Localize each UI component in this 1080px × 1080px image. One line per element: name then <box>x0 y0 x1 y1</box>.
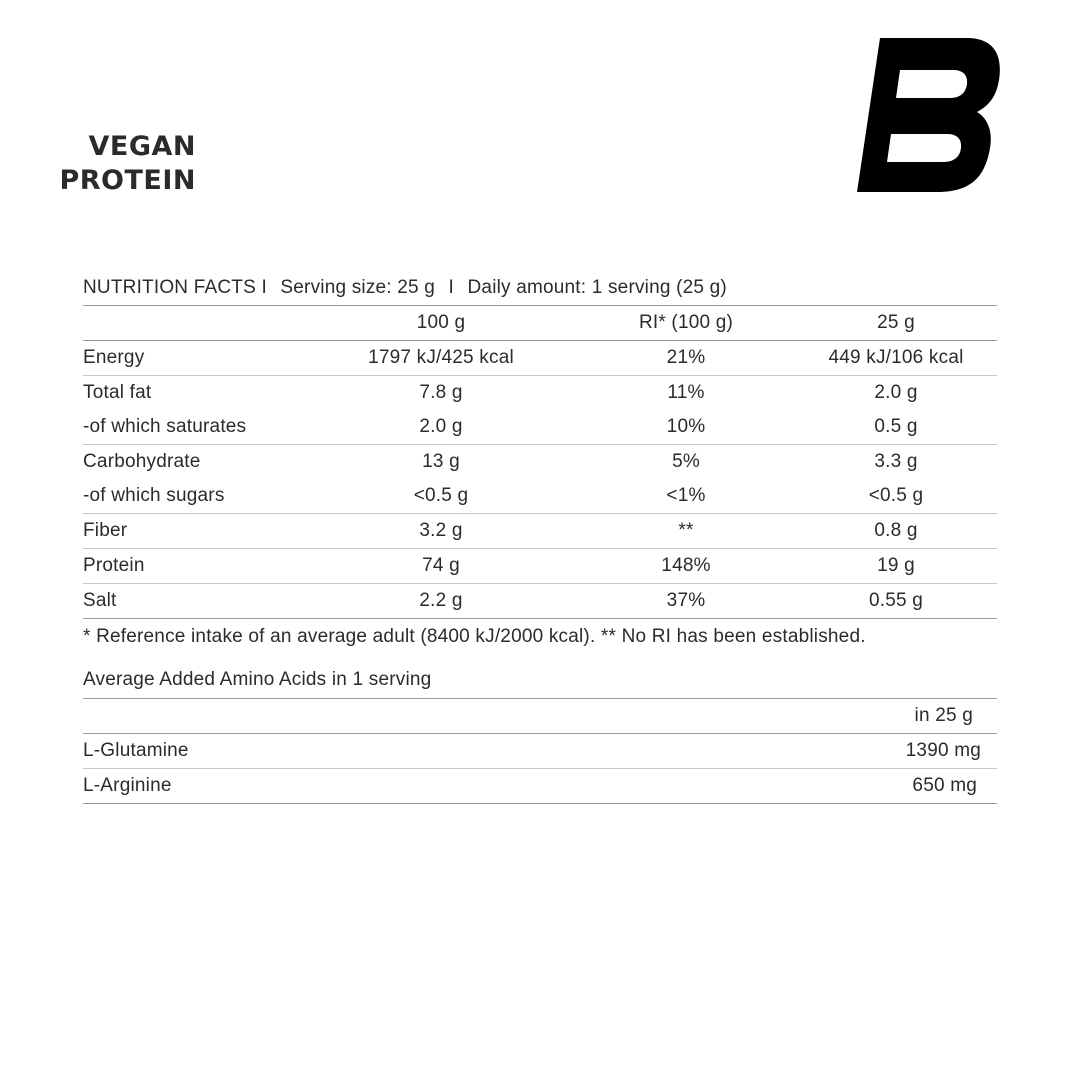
table-row <box>83 479 997 514</box>
row-per-serving: 19 g <box>877 555 915 576</box>
nutrition-facts <box>83 272 997 654</box>
row-per-serving: 0.5 g <box>874 416 918 437</box>
amino-amount: 1390 mg <box>905 740 981 761</box>
nutrition-label: NUTRITION FACTS <box>83 277 256 298</box>
header-divider: I <box>261 277 267 298</box>
row-label: Energy <box>83 347 145 368</box>
row-per100: 1797 kJ/425 kcal <box>368 347 514 368</box>
row-per100: 2.0 g <box>419 416 463 437</box>
row-per-serving: 3.3 g <box>874 451 918 472</box>
row-ri: 10% <box>666 416 706 437</box>
column-header-ri: RI* (100 g) <box>638 312 734 333</box>
row-per-serving: 0.55 g <box>868 590 924 611</box>
column-header-serving: 25 g <box>877 312 915 333</box>
product-title-line1: VEGAN <box>88 131 196 162</box>
amino-column-header: in 25 g <box>914 705 973 726</box>
row-per100: 2.2 g <box>419 590 463 611</box>
row-label: Fiber <box>83 520 128 541</box>
table-row <box>83 584 997 619</box>
row-label: -of which sugars <box>83 485 225 506</box>
row-per100: 7.8 g <box>419 382 463 403</box>
amino-name: L-Arginine <box>83 775 172 796</box>
row-label: Protein <box>83 555 145 576</box>
row-label: Carbohydrate <box>83 451 201 472</box>
nutrition-header <box>83 272 997 306</box>
header-divider-2: I <box>448 277 455 298</box>
amino-title: Average Added Amino Acids in 1 serving <box>83 664 997 699</box>
row-per100: <0.5 g <box>413 485 469 506</box>
row-label: Salt <box>83 590 117 611</box>
table-row <box>83 376 997 410</box>
row-label: -of which saturates <box>83 416 247 437</box>
amino-acids-table <box>83 664 997 804</box>
table-header-row <box>83 306 997 341</box>
table-row <box>83 445 997 479</box>
table-row <box>83 341 997 376</box>
row-per-serving: 0.8 g <box>874 520 918 541</box>
row-ri: 5% <box>672 451 700 472</box>
row-ri: 148% <box>661 555 711 576</box>
row-ri: 37% <box>666 590 706 611</box>
product-title <box>0 130 196 198</box>
row-per-serving: <0.5 g <box>868 485 924 506</box>
amino-name: L-Glutamine <box>83 740 189 761</box>
amino-amount: 650 mg <box>912 775 977 796</box>
table-row <box>83 769 997 804</box>
daily-amount: Daily amount: 1 serving (25 g) <box>467 277 727 298</box>
row-per-serving: 449 kJ/106 kcal <box>828 347 964 368</box>
row-per100: 13 g <box>422 451 460 472</box>
brand-logo-b-icon <box>855 36 1003 194</box>
column-header-100g: 100 g <box>416 312 466 333</box>
table-row <box>83 514 997 549</box>
product-title-line2: PROTEIN <box>59 165 196 196</box>
amino-header-row <box>83 699 997 734</box>
table-row <box>83 549 997 584</box>
row-per100: 3.2 g <box>419 520 463 541</box>
row-per-serving: 2.0 g <box>874 382 918 403</box>
row-label: Total fat <box>83 382 152 403</box>
row-ri: 11% <box>667 382 705 403</box>
row-per100: 74 g <box>422 555 460 576</box>
row-ri: ** <box>678 520 694 541</box>
table-row <box>83 410 997 445</box>
row-ri: 21% <box>666 347 706 368</box>
table-row <box>83 734 997 769</box>
serving-size: Serving size: 25 g <box>280 277 436 298</box>
row-ri: <1% <box>666 485 706 506</box>
footnote: * Reference intake of an average adult (8400 kJ/2000 kcal). ** No RI has been established. <box>83 626 866 647</box>
